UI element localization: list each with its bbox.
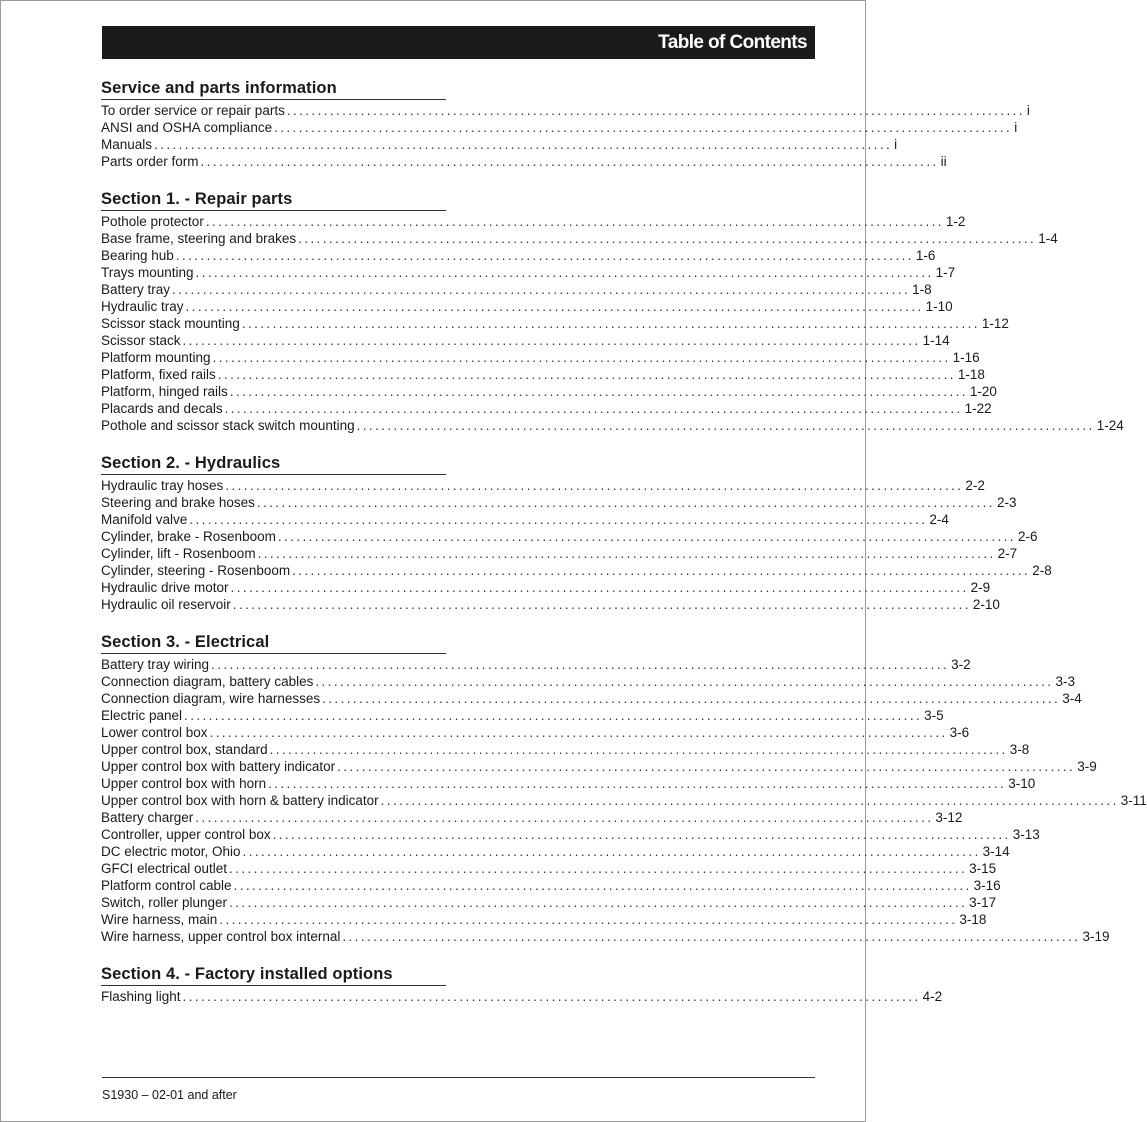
- toc-entry-label: Connection diagram, battery cables: [101, 674, 314, 689]
- toc-entry-page: 1-10: [925, 299, 953, 314]
- toc-entry[interactable]: [101, 230, 1058, 247]
- toc-entry-page: 3-9: [1077, 759, 1097, 774]
- toc-entry-label: Manuals: [101, 137, 153, 152]
- toc-entry[interactable]: [101, 792, 1147, 809]
- toc-entry-label: Placards and decals: [101, 401, 223, 416]
- dot-leader: ........................................................................................................................: [185, 299, 924, 314]
- toc-entry-label: Platform, fixed rails: [101, 367, 216, 382]
- section-heading: Section 2. - Hydraulics: [101, 453, 446, 475]
- toc-entry-label: Hydraulic tray: [101, 299, 184, 314]
- toc-entry[interactable]: [101, 809, 963, 826]
- toc-entry[interactable]: [101, 528, 1038, 545]
- toc-entry-page: 3-19: [1082, 929, 1110, 944]
- table-of-contents: [101, 78, 1147, 1024]
- toc-entry-page: 3-8: [1009, 742, 1030, 757]
- dot-leader: ........................................................................................................................: [268, 776, 1007, 791]
- toc-entry-label: Upper control box with horn: [101, 776, 267, 791]
- toc-entry-page: 2-4: [929, 512, 949, 527]
- toc-entry-label: Controller, upper control box: [101, 827, 271, 842]
- toc-entry-page: 2-9: [970, 580, 991, 595]
- dot-leader: ........................................................................................................................: [342, 929, 1081, 944]
- toc-entry[interactable]: [101, 724, 970, 741]
- dot-leader: ........................................................................................................................: [211, 657, 950, 672]
- dot-leader: ........................................................................................................................: [233, 878, 972, 893]
- toc-entry[interactable]: [101, 860, 997, 877]
- toc-entry[interactable]: [101, 843, 1010, 860]
- section-heading: Service and parts information: [101, 78, 446, 100]
- toc-entry[interactable]: [101, 758, 1097, 775]
- toc-entry[interactable]: [101, 511, 949, 528]
- section-entries: [101, 477, 1052, 613]
- toc-entry-page: 3-10: [1008, 776, 1036, 791]
- toc-entry-label: Upper control box with horn & battery indicator: [101, 793, 379, 808]
- toc-entry-page: 3-13: [1012, 827, 1040, 842]
- toc-entry-label: Wire harness, main: [101, 912, 218, 927]
- toc-entry[interactable]: [101, 102, 1030, 119]
- toc-entry-page: 1-16: [952, 350, 980, 365]
- toc-entry-page: 1-22: [964, 401, 992, 416]
- toc-entry-label: Platform mounting: [101, 350, 211, 365]
- toc-entry-page: 1-2: [945, 214, 966, 229]
- toc-entry[interactable]: [101, 775, 1036, 792]
- dot-leader: ........................................................................................................................: [200, 154, 939, 169]
- section-entries: [101, 102, 1030, 170]
- section-entries: [101, 988, 943, 1005]
- toc-entry[interactable]: [101, 264, 956, 281]
- toc-entry[interactable]: [101, 494, 1017, 511]
- dot-leader: ........................................................................................................................: [182, 989, 921, 1004]
- toc-entry[interactable]: [101, 562, 1052, 579]
- toc-entry-page: 3-12: [935, 810, 963, 825]
- toc-entry[interactable]: [101, 826, 1040, 843]
- toc-entry[interactable]: [101, 400, 992, 417]
- toc-entry-label: Cylinder, steering - Rosenboom: [101, 563, 291, 578]
- toc-entry-label: Platform, hinged rails: [101, 384, 228, 399]
- toc-entry[interactable]: [101, 281, 932, 298]
- toc-entry[interactable]: [101, 928, 1110, 945]
- toc-entry[interactable]: [101, 366, 985, 383]
- dot-leader: ........................................................................................................................: [337, 759, 1076, 774]
- dot-leader: ........................................................................................................................: [209, 725, 948, 740]
- dot-leader: ........................................................................................................................: [182, 333, 921, 348]
- toc-entry-label: Platform control cable: [101, 878, 232, 893]
- toc-entry-label: DC electric motor, Ohio: [101, 844, 241, 859]
- toc-entry-page: 3-3: [1055, 674, 1075, 689]
- toc-entry-page: 1-18: [957, 367, 985, 382]
- dot-leader: ........................................................................................................................: [195, 265, 934, 280]
- section-heading: Section 1. - Repair parts: [101, 189, 446, 211]
- dot-leader: ........................................................................................................................: [229, 384, 968, 399]
- section-heading: Section 3. - Electrical: [101, 632, 446, 654]
- toc-entry-label: Pothole protector: [101, 214, 204, 229]
- page-title: Table of Contents: [658, 31, 807, 53]
- dot-leader: ........................................................................................................................: [195, 810, 934, 825]
- toc-entry-page: i: [1014, 120, 1018, 135]
- dot-leader: ........................................................................................................................: [380, 793, 1119, 808]
- toc-entry-label: Connection diagram, wire harnesses: [101, 691, 321, 706]
- toc-entry-page: 1-4: [1038, 231, 1058, 246]
- toc-entry-page: 3-11: [1120, 793, 1147, 808]
- dot-leader: ........................................................................................................................: [189, 512, 928, 527]
- dot-leader: ........................................................................................................................: [356, 418, 1095, 433]
- toc-entry-label: Battery tray wiring: [101, 657, 210, 672]
- toc-entry-page: 3-14: [982, 844, 1010, 859]
- toc-entry[interactable]: [101, 332, 950, 349]
- dot-leader: ........................................................................................................................: [241, 316, 980, 331]
- toc-entry[interactable]: [101, 383, 997, 400]
- toc-entry-page: 1-14: [922, 333, 950, 348]
- toc-section: [101, 78, 1030, 170]
- toc-entry-page: 2-10: [972, 597, 1000, 612]
- toc-entry-label: Scissor stack mounting: [101, 316, 240, 331]
- toc-section: [101, 964, 943, 1005]
- dot-leader: ........................................................................................................................: [257, 546, 996, 561]
- dot-leader: ........................................................................................................................: [272, 827, 1011, 842]
- toc-entry-page: 3-16: [973, 878, 1001, 893]
- toc-entry-label: To order service or repair parts: [101, 103, 285, 118]
- dot-leader: ........................................................................................................................: [256, 495, 995, 510]
- toc-entry[interactable]: [101, 656, 971, 673]
- toc-entry-page: 1-24: [1096, 418, 1124, 433]
- section-entries: [101, 213, 1124, 434]
- toc-entry[interactable]: [101, 349, 980, 366]
- dot-leader: ........................................................................................................................: [274, 120, 1013, 135]
- toc-entry-page: 3-2: [951, 657, 971, 672]
- toc-entry[interactable]: [101, 707, 944, 724]
- toc-entry[interactable]: [101, 894, 997, 911]
- toc-entry[interactable]: [101, 741, 1030, 758]
- toc-entry[interactable]: [101, 417, 1124, 434]
- dot-leader: ........................................................................................................................: [224, 401, 963, 416]
- dot-leader: ........................................................................................................................: [219, 912, 958, 927]
- toc-entry-label: GFCI electrical outlet: [101, 861, 228, 876]
- toc-entry-label: Trays mounting: [101, 265, 194, 280]
- dot-leader: ........................................................................................................................: [315, 674, 1054, 689]
- dot-leader: ........................................................................................................................: [232, 597, 971, 612]
- toc-entry-label: Flashing light: [101, 989, 181, 1004]
- toc-entry-page: 1-20: [969, 384, 997, 399]
- toc-entry-page: 3-6: [949, 725, 970, 740]
- toc-entry-page: 1-12: [981, 316, 1009, 331]
- dot-leader: ........................................................................................................................: [230, 580, 969, 595]
- dot-leader: ........................................................................................................................: [292, 563, 1031, 578]
- dot-leader: ........................................................................................................................: [154, 137, 893, 152]
- header-bar: [102, 26, 815, 59]
- toc-entry-label: Hydraulic tray hoses: [101, 478, 224, 493]
- toc-entry-page: 2-6: [1017, 529, 1038, 544]
- dot-leader: ........................................................................................................................: [322, 691, 1061, 706]
- toc-entry-page: 2-2: [965, 478, 985, 493]
- toc-entry-label: Battery charger: [101, 810, 194, 825]
- dot-leader: ........................................................................................................................: [277, 529, 1016, 544]
- toc-entry[interactable]: [101, 119, 1018, 136]
- toc-entry-label: Battery tray: [101, 282, 171, 297]
- dot-leader: ........................................................................................................................: [286, 103, 1025, 118]
- toc-entry-label: Pothole and scissor stack switch mounting: [101, 418, 355, 433]
- section-heading: Section 4. - Factory installed options: [101, 964, 446, 986]
- toc-entry-page: 2-3: [996, 495, 1017, 510]
- toc-entry-page: 1-8: [912, 282, 932, 297]
- footer-text: S1930 – 02-01 and after: [102, 1088, 237, 1102]
- toc-entry[interactable]: [101, 247, 936, 264]
- toc-entry-label: Manifold valve: [101, 512, 188, 527]
- toc-entry-page: i: [1026, 103, 1030, 118]
- toc-entry[interactable]: [101, 911, 987, 928]
- toc-entry-page: 3-17: [969, 895, 997, 910]
- toc-entry[interactable]: [101, 213, 966, 230]
- toc-entry-label: Steering and brake hoses: [101, 495, 255, 510]
- toc-entry[interactable]: [101, 545, 1018, 562]
- toc-entry[interactable]: [101, 315, 1009, 332]
- toc-entry-label: Base frame, steering and brakes: [101, 231, 297, 246]
- toc-entry[interactable]: [101, 673, 1075, 690]
- toc-entry-page: ii: [940, 154, 947, 169]
- toc-entry[interactable]: [101, 477, 985, 494]
- toc-entry-page: 3-15: [969, 861, 997, 876]
- dot-leader: ........................................................................................................................: [242, 844, 981, 859]
- toc-entry-label: Hydraulic drive motor: [101, 580, 229, 595]
- toc-entry-page: 2-8: [1032, 563, 1052, 578]
- toc-entry-page: 1-6: [915, 248, 936, 263]
- dot-leader: ........................................................................................................................: [172, 282, 911, 297]
- toc-entry-label: ANSI and OSHA compliance: [101, 120, 273, 135]
- toc-entry-label: Hydraulic oil reservoir: [101, 597, 231, 612]
- toc-entry-label: Wire harness, upper control box internal: [101, 929, 341, 944]
- toc-section: [101, 632, 1147, 945]
- toc-entry-page: 3-5: [924, 708, 944, 723]
- toc-entry-label: Upper control box, standard: [101, 742, 268, 757]
- toc-entry-label: Electric panel: [101, 708, 183, 723]
- dot-leader: ........................................................................................................................: [205, 214, 944, 229]
- toc-entry-page: 3-4: [1062, 691, 1082, 706]
- dot-leader: ........................................................................................................................: [175, 248, 914, 263]
- toc-section: [101, 189, 1124, 434]
- toc-entry-label: Cylinder, brake - Rosenboom: [101, 529, 276, 544]
- dot-leader: ........................................................................................................................: [225, 478, 964, 493]
- toc-entry-page: 1-7: [935, 265, 956, 280]
- dot-leader: ........................................................................................................................: [229, 895, 968, 910]
- toc-entry[interactable]: [101, 579, 991, 596]
- dot-leader: ........................................................................................................................: [184, 708, 923, 723]
- toc-entry[interactable]: [101, 153, 947, 170]
- toc-entry[interactable]: [101, 988, 943, 1005]
- toc-entry-label: Cylinder, lift - Rosenboom: [101, 546, 256, 561]
- dot-leader: ........................................................................................................................: [217, 367, 956, 382]
- toc-entry-label: Upper control box with battery indicator: [101, 759, 336, 774]
- toc-entry-page: 2-7: [997, 546, 1018, 561]
- toc-entry-label: Lower control box: [101, 725, 208, 740]
- toc-entry[interactable]: [101, 136, 898, 153]
- toc-entry[interactable]: [101, 877, 1001, 894]
- toc-entry[interactable]: [101, 690, 1082, 707]
- toc-entry[interactable]: [101, 596, 1000, 613]
- toc-entry-label: Bearing hub: [101, 248, 174, 263]
- footer-rule: [102, 1077, 815, 1078]
- toc-entry-page: i: [894, 137, 898, 152]
- dot-leader: ........................................................................................................................: [298, 231, 1037, 246]
- dot-leader: ........................................................................................................................: [212, 350, 951, 365]
- toc-entry[interactable]: [101, 298, 953, 315]
- toc-entry-page: 3-18: [959, 912, 987, 927]
- dot-leader: ........................................................................................................................: [269, 742, 1008, 757]
- toc-entry-label: Scissor stack: [101, 333, 181, 348]
- toc-entry-label: Parts order form: [101, 154, 199, 169]
- section-entries: [101, 656, 1147, 945]
- toc-entry-label: Switch, roller plunger: [101, 895, 228, 910]
- toc-section: [101, 453, 1052, 613]
- toc-entry-page: 4-2: [922, 989, 943, 1004]
- dot-leader: ........................................................................................................................: [229, 861, 968, 876]
